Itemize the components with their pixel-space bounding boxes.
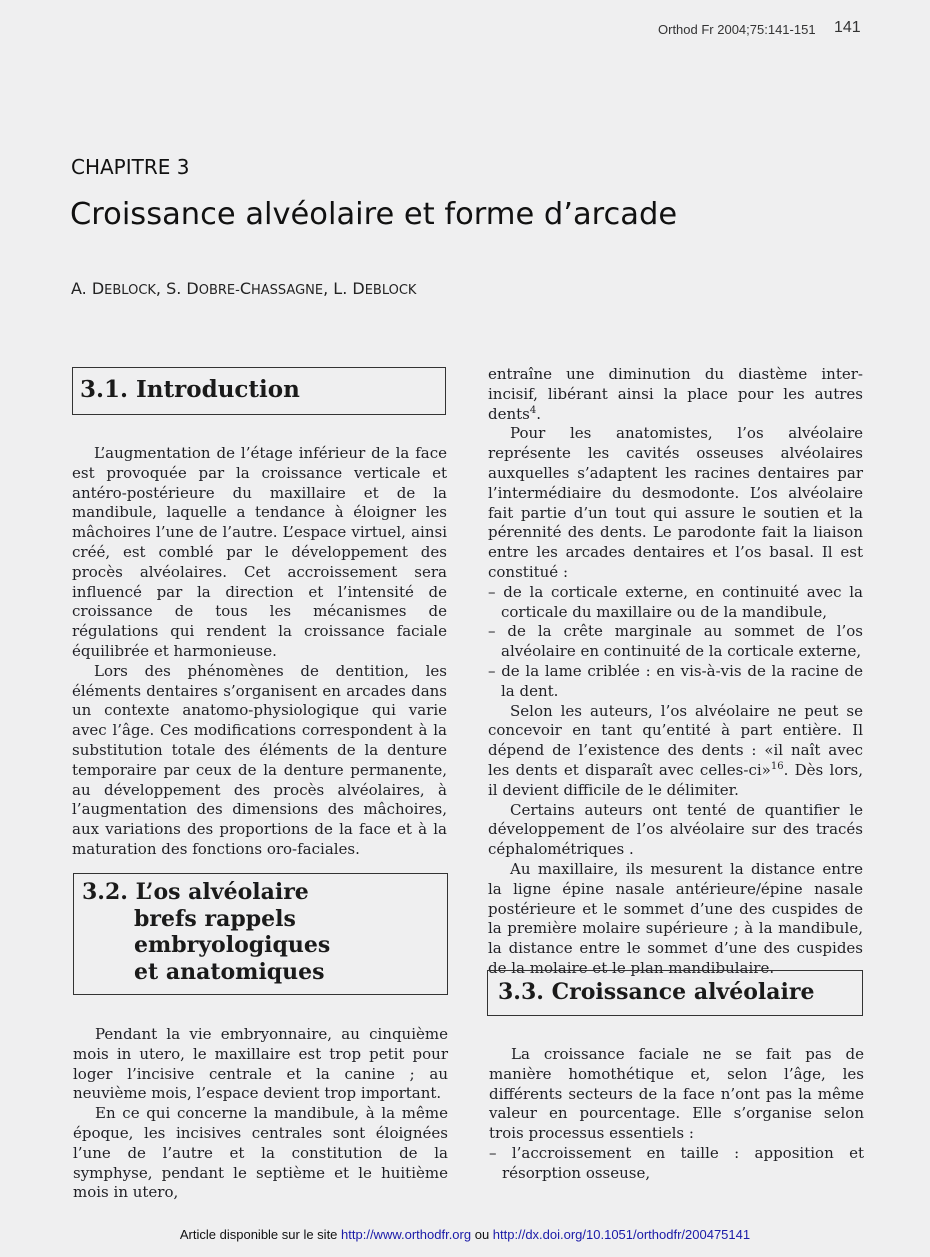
section-title-line: et anatomiques [134,958,325,985]
right-column-text [488,365,863,979]
citation-ref: 4 [529,404,537,416]
bullet-list [488,583,863,702]
page-number: 141 [834,19,861,36]
paragraph: Au maxillaire, ils mesurent la distance entre la ligne épine nasale antérieure/épine nasale postérieure et le sommet d’une des cuspides de la première molaire supérieure ; à la mandibule, la distance entre le sommet d’une des cuspides de la molaire et le plan mandibulaire. [488,859,863,977]
paragraph: La croissance faciale ne se fait pas de manière homothétique et, selon l’âge, les différents secteurs de la face n’ont pas la même valeur en pourcentage. Elle s’organise selon trois processus essentiels : [489,1045,864,1143]
section-3-text [489,1045,864,1184]
footer-availability: Article disponible sur le site http://www.orthodfr.org ou http://dx.doi.org/10.1051/orthodfr/200475141 [179,1227,751,1242]
journal-reference: Orthod Fr 2004;75:141-151 [658,22,816,37]
section-2-text [73,1025,448,1203]
chapter-title: Croissance alvéolaire et forme d’arcade [70,197,678,232]
author: S. DOBRE-CHASSAGNE, [166,279,334,298]
introduction-text [72,444,447,860]
doi-link[interactable]: http://dx.doi.org/10.1051/orthodfr/200475141 [492,1227,751,1242]
author: L. DEBLOCK [333,279,417,298]
paragraph: Certains auteurs ont tenté de quantifier le développement de l’os alvéolaire sur des tracés céphalométriques . [488,800,863,859]
section-heading-os-alveolaire [73,873,448,995]
section-title-line: brefs rappels [134,905,296,932]
paragraph: L’augmentation de l’étage inférieur de la face est provoquée par la croissance verticale et antéro-postérieure du maxillaire et de la mandibule, laquelle a tendance à éloigner les mâchoires l’une de l’autre. L’espace virtuel, ainsi créé, est comblé par le développement des procès alvéolaires. Cet accroissement sera influencé par la direction et l’intensité de croissance de tous les mécanismes de régulations qui rendent la croissance faciale équilibrée et harmonieuse. [72,444,447,660]
section-title-line: embryologiques [134,932,331,958]
paragraph: Pendant la vie embryonnaire, au cinquième mois in utero, le maxillaire est trop petit pour loger l’incisive centrale et la canine ; au neuvième mois, l’espace devient trop important. [73,1025,448,1103]
paragraph: En ce qui concerne la mandibule, à la même époque, les incisives centrales sont éloignées l’une de l’autre et la constitution de la symphyse, pendant le septième et le huitième mois in utero, [73,1104,448,1202]
paragraph: Lors des phénomènes de dentition, les éléments dentaires s’organisent en arcades dans un contexte anatomo-physiologique qui varie avec l’âge. Ces modifications correspondent à la substitution totale des éléments de la denture temporaire par ceux de la denture permanente, au développement des procès alvéolaires, à l’augmentation des dimensions des mâchoires, aux variations des proportions de la face et à la maturation des fonctions oro-faciales. [72,661,447,858]
list-item: – l’accroissement en taille : apposition et résorption osseuse, [489,1143,864,1182]
section-heading-introduction [72,367,446,415]
section-title: Croissance alvéolaire [551,979,815,1005]
paragraph: entraîne une diminution du diastème inter-incisif, libérant ainsi la place pour les autres dents$^4$. [488,365,863,423]
section-title: Introduction [136,376,300,403]
bullet-list [489,1144,864,1184]
chapter-label: CHAPITRE 3 [71,155,190,179]
section-title-line: L’os alvéolaire [135,879,309,905]
author-list [71,279,416,298]
citation-ref: 16 [770,760,784,772]
site-link[interactable]: http://www.orthodfr.org [341,1227,472,1242]
list-item: – de la lame criblée : en vis-à-vis de la racine de la dent. [488,661,863,700]
list-item: – de la crête marginale au sommet de l’os alvéolaire en continuité de la corticale externe, [488,622,863,661]
author: A. DEBLOCK, [71,279,167,298]
paragraph: Pour les anatomistes, l’os alvéolaire représente les cavités osseuses alvéolaires auxquelles s’adaptent les racines dentaires par l’intermédiaire du desmodonte. L’os alvéolaire fait partie d’un tout qui assure le soutien et la pérennité des dents. Le parodonte fait la liaison entre les arcades dentaires et l’os basal. Il est constitué : [488,424,863,581]
section-number: 3.3. [498,979,544,1005]
list-item: – de la corticale externe, en continuité avec la corticale du maxillaire ou de la mandibule, [488,582,863,621]
section-number: 3.1. [80,376,129,403]
section-heading-croissance-alveolaire [487,970,863,1016]
section-number: 3.2. [82,879,128,905]
paragraph: Selon les auteurs, l’os alvéolaire ne peut se concevoir en tant qu’entité à part entière. Il dépend de l’existence des dents : «il naît avec les dents et disparaît avec celles-ci»$^{16}$. Dès lors, il devient difficile de le délimiter. [488,701,863,799]
